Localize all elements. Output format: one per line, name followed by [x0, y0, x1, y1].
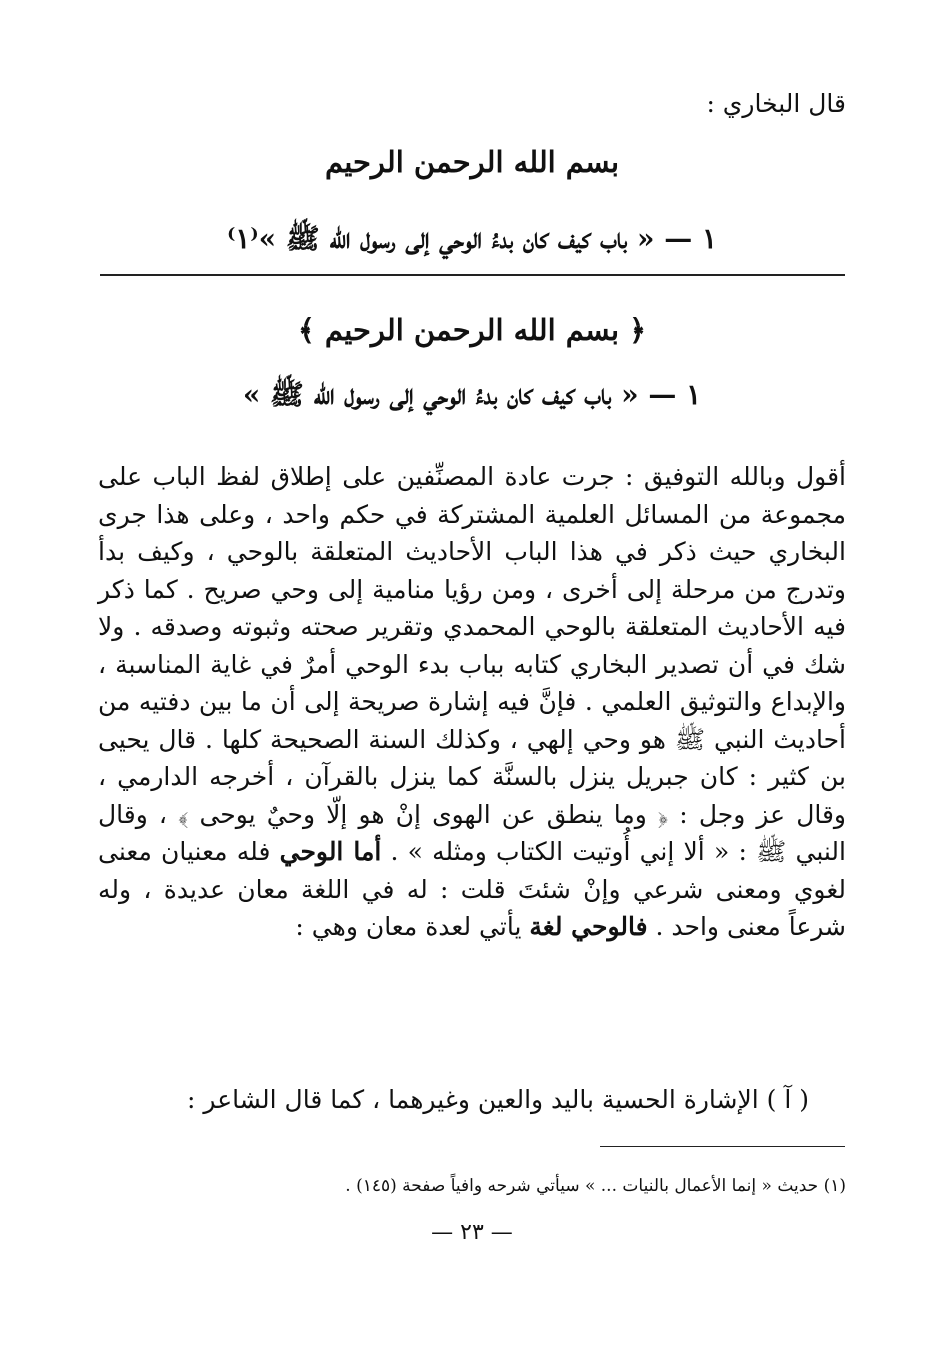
bold-term: فالوحي لغة [529, 912, 648, 941]
paragraph-text: يأتي لعدة معان وهي : [295, 912, 530, 941]
basmala-heading-ornate: ﴿ بسم الله الرحمن الرحيم ﴾ [297, 313, 647, 347]
section-divider [100, 274, 845, 276]
paragraph-text: أقول وبالله التوفيق : جرت عادة المصنِّفين على إطلاق لفظ الباب على مجموعة من المسائل العلمية المشتركة في حكم واحد ، وعلى هذا جرى البخاري حيث ذكر في هذا الباب الأحاديث المتعلقة بالوحي ، وكيف بدأ وتدرج من مرحلة إلى أخرى ، ومن رؤيا منامية إلى وحي صريح . كما ذكر فيه الأحاديث المتعلقة بالوحي المحمدي وتقرير صحته وثبوته وصدقه . ولا شك في أن تصدير البخاري كتابه بباب بدء الوحي أمرٌ في غاية المناسبة ، والإبداع والتوثيق العلمي . فإنَّ فيه إشارة صريحة إلى أن ما بين دفتيه من أحاديث النبي ﷺ هو وحي إلهي ، وكذلك السنة الصحيحة كلها . قال يحيى بن كثير : كان جبريل ينزل بالسنَّة كما ينزل بالقرآن ، أخرجه الدارمي ، وقال عز وجل : ﴿ وما ينطق عن الهوى إنْ هو إلّا وحيٌ يوحى ﴾ ، وقال النبي ﷺ : « ألا إني أُوتيت الكتاب ومثله » . [98, 462, 847, 866]
paragraph-text: فله معنيان معنى لغوي ومعنى شرعي وإنْ شئتَ قلت : له في اللغة معان عديدة ، وله شرعاً معنى واحد . [98, 837, 846, 941]
commentary-paragraph [98, 458, 846, 946]
footnote-text: (١) حديث « إنما الأعمال بالنيات ... » سيأتي شرحه وافياً صفحة (١٤٥) . [345, 1176, 846, 1196]
header-line: قال البخاري : [706, 89, 846, 118]
chapter-title-repeat: ١ — « باب كيف كان بدءُ الوحي إلى رسول الله ﷺ » [242, 378, 702, 411]
bold-term: أما الوحي [279, 837, 382, 866]
list-item-a: ( آ ) الإشارة الحسية باليد والعين وغيرهما ، كما قال الشاعر : [187, 1085, 809, 1114]
page-number: — ٢٣ — [431, 1220, 513, 1245]
basmala-heading: بسم الله الرحمن الرحيم [324, 145, 620, 179]
chapter-title: ١ — « باب كيف كان بدءُ الوحي إلى رسول الله ﷺ »⁽١⁾ [226, 222, 718, 255]
footnote-divider [600, 1146, 845, 1147]
